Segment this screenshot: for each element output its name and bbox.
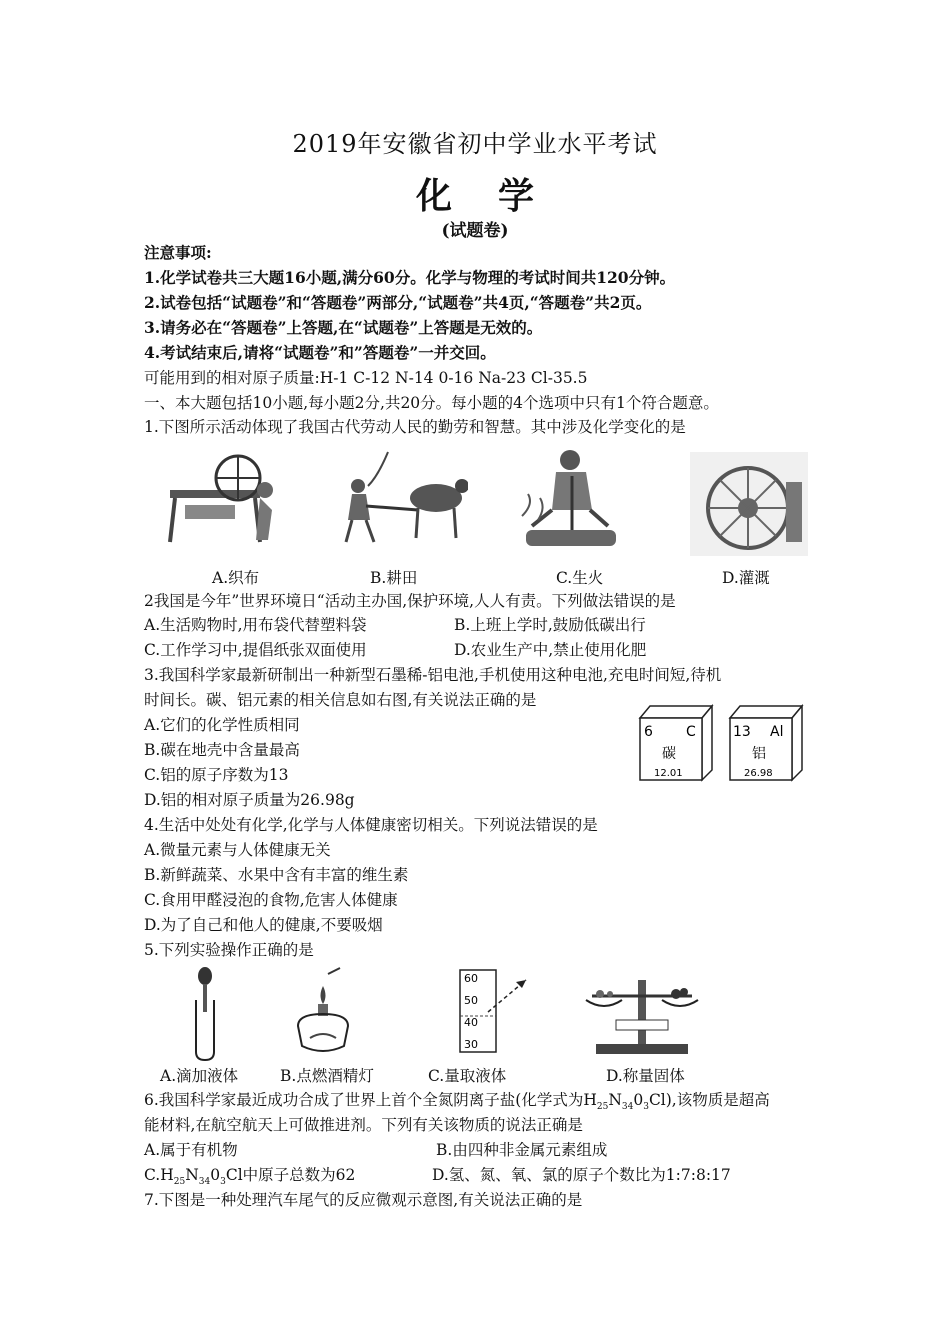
q4-option-a: A.微量元素与人体健康无关 [144, 841, 331, 859]
q3-option-b: B.碳在地壳中含量最高 [144, 741, 300, 759]
note-item: 3.请务必在“答题卷”上答题,在“试题卷”上答题是无效的。 [144, 318, 543, 337]
element-cards [630, 702, 816, 784]
carbon-name: 碳 [662, 746, 676, 762]
q5-option-c: C.量取液体 [428, 1067, 507, 1085]
tick-label: 60 [464, 972, 478, 985]
paper-type: (试题卷) [441, 221, 509, 241]
dropper-test-tube-illustration [180, 966, 230, 1062]
weaving-illustration [160, 450, 288, 550]
aluminium-mass: 26.98 [744, 768, 773, 779]
tick-label: 40 [464, 1016, 478, 1029]
note-item: 4.考试结束后,请将“试题卷”和”答题卷”一并交回。 [144, 343, 496, 362]
atomic-masses: 可能用到的相对原子质量:H-1 C-12 N-14 0-16 Na-23 Cl-35.5 [144, 369, 588, 387]
q2-option-d: D.农业生产中,禁止使用化肥 [454, 641, 647, 659]
aluminium-name: 铝 [752, 746, 766, 762]
q3-option-c: C.铝的原子序数为13 [144, 766, 289, 784]
q3-stem-line1: 3.我国科学家最新研制出一种新型石墨稀-铝电池,手机使用这种电池,充电时间短,待机 [144, 666, 722, 684]
tick-label: 50 [464, 994, 478, 1007]
q1-option-a: A.织布 [212, 569, 260, 587]
q3-stem-line2: 时间长。碳、铝元素的相关信息如右图,有关说法正确的是 [144, 691, 537, 709]
q6-option-b: B.由四种非金属元素组成 [436, 1141, 608, 1159]
ploughing-illustration [318, 446, 468, 550]
q4-option-c: C.食用甲醛浸泡的食物,危害人体健康 [144, 891, 398, 909]
note-item: 1.化学试卷共三大题16小题,满分60分。化学与物理的考试时间共120分钟。 [144, 268, 676, 287]
q6-option-a: A.属于有机物 [144, 1141, 238, 1159]
q5-option-b: B.点燃酒精灯 [280, 1067, 374, 1085]
q6-option-c: $C.H_{25}N_{34}0_3Cl$中原子总数为62 [144, 1166, 356, 1188]
q2-stem: 2我国是今年”世界环境日“活动主办国,保护环境,人人有责。下列做法错误的是 [144, 592, 676, 610]
q3-option-a: A.它们的化学性质相同 [144, 716, 300, 734]
carbon-card [640, 706, 712, 780]
aluminium-number: 13 [733, 724, 751, 740]
alcohol-lamp-illustration [288, 966, 358, 1062]
section-intro: 一、本大题包括10小题,每小题2分,共20分。每小题的4个选项中只有1个符合题意。 [144, 394, 719, 412]
measuring-cylinder-illustration [452, 966, 542, 1056]
balance-scale-illustration [582, 966, 702, 1058]
q2-option-b: B.上班上学时,鼓励低碳出行 [454, 616, 646, 634]
q1-option-c: C.生火 [556, 569, 604, 587]
q5-stem: 5.下列实验操作正确的是 [144, 941, 314, 959]
q4-option-d: D.为了自己和他人的健康,不要吸烟 [144, 916, 383, 934]
q4-stem: 4.生活中处处有化学,化学与人体健康密切相关。下列说法错误的是 [144, 816, 598, 834]
q1-option-d: D.灌溉 [722, 569, 770, 587]
q6-stem-line2: 能材料,在航空航天上可做推进剂。下列有关该物质的说法正确是 [144, 1116, 583, 1134]
q3-option-d: D.铝的相对原子质量为26.98g [144, 791, 355, 809]
q2-option-c: C.工作学习中,提倡纸张双面使用 [144, 641, 367, 659]
q6-stem-line1: 6.我国科学家最近成功合成了世界上首个全氮阴离子盐(化学式为$H_{25}N_{34}0_3Cl$),该物质是超高 [144, 1091, 770, 1113]
tick-label: 30 [464, 1038, 478, 1051]
q2-option-a: A.生活购物时,用布袋代替塑料袋 [144, 616, 367, 634]
carbon-mass: 12.01 [654, 768, 683, 779]
note-item: 2.试卷包括“试题卷”和“答题卷”两部分,“试题卷”共4页,“答题卷”共2页。 [144, 293, 652, 312]
notes-heading: 注意事项: [144, 243, 212, 262]
q5-option-a: A.滴加液体 [160, 1067, 239, 1085]
carbon-symbol: C [686, 724, 696, 740]
exam-title: 2019年安徽省初中学业水平考试 [292, 130, 658, 158]
q6-option-d: D.氢、氮、氧、氯的原子个数比为1:7:8:17 [432, 1166, 731, 1184]
q5-option-d: D.称量固体 [606, 1067, 685, 1085]
q7-stem: 7.下图是一种处理汽车尾气的反应微观示意图,有关说法正确的是 [144, 1191, 583, 1209]
carbon-number: 6 [644, 724, 653, 740]
q1-option-b: B.耕田 [370, 569, 418, 587]
q1-stem: 1.下图所示活动体现了我国古代劳动人民的勤劳和智慧。其中涉及化学变化的是 [144, 418, 686, 436]
irrigation-illustration [690, 452, 808, 556]
fire-making-illustration [512, 446, 622, 556]
aluminium-card [730, 706, 802, 780]
q4-option-b: B.新鲜蔬菜、水果中含有丰富的维生素 [144, 866, 409, 884]
subject-title: 化学 [415, 175, 580, 217]
aluminium-symbol: Al [770, 724, 784, 740]
